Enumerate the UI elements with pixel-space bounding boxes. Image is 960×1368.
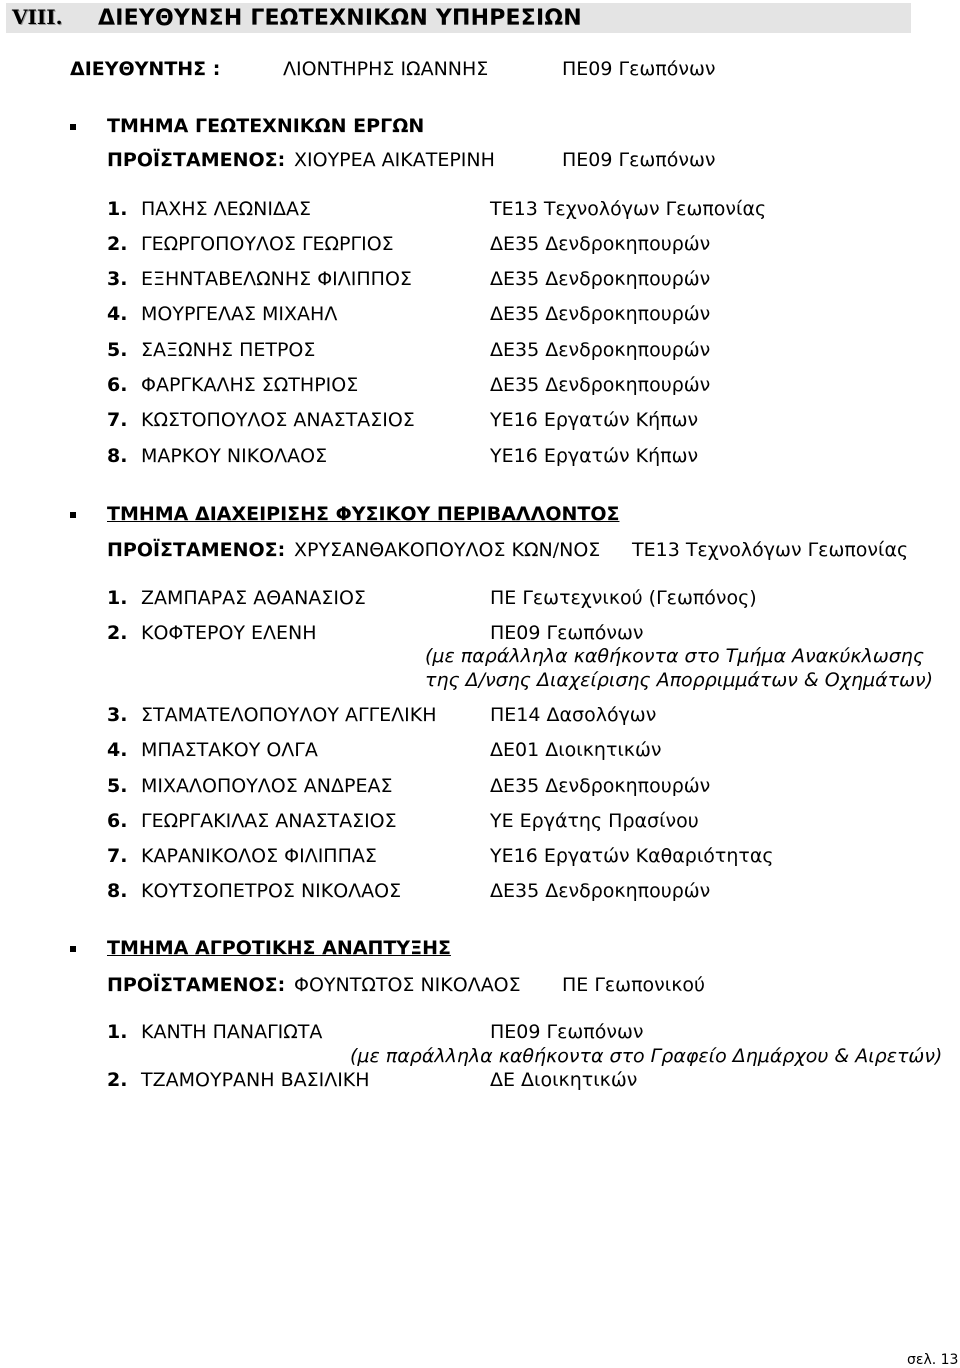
head-role: ΤΕ13 Τεχνολόγων Γεωπονίας bbox=[632, 539, 909, 561]
bullet-icon bbox=[70, 512, 76, 518]
staff-role: ΔΕ35 Δενδροκηπουρών bbox=[490, 775, 711, 797]
staff-name: ΣΤΑΜΑΤΕΛΟΠΟΥΛΟΥ ΑΓΓΕΛΙΚΗ bbox=[141, 704, 437, 726]
staff-num: 8. bbox=[107, 880, 128, 902]
staff-name: ΓΕΩΡΓΟΠΟΥΛΟΣ ΓΕΩΡΓΙΟΣ bbox=[141, 233, 394, 255]
staff-name: ΤΖΑΜΟΥΡΑΝΗ ΒΑΣΙΛΙΚΗ bbox=[141, 1069, 370, 1091]
staff-num: 5. bbox=[107, 339, 128, 361]
head-name: ΧΙΟΥΡΕΑ ΑΙΚΑΤΕΡΙΝΗ bbox=[294, 149, 495, 171]
staff-num: 7. bbox=[107, 409, 128, 431]
director-name: ΛΙΟΝΤΗΡΗΣ ΙΩΑΝΝΗΣ bbox=[283, 58, 489, 80]
staff-name: ΣΑΞΩΝΗΣ ΠΕΤΡΟΣ bbox=[141, 339, 316, 361]
staff-name: ΜΟΥΡΓΕΛΑΣ ΜΙΧΑΗΛ bbox=[141, 303, 338, 325]
staff-num: 2. bbox=[107, 233, 128, 255]
staff-role: ΥΕ16 Εργατών Καθαριότητας bbox=[490, 845, 774, 867]
staff-note: (με παράλληλα καθήκοντα στο Γραφείο Δημάρχου & Αιρετών) bbox=[350, 1045, 943, 1067]
staff-role: ΔΕ35 Δενδροκηπουρών bbox=[490, 880, 711, 902]
staff-num: 7. bbox=[107, 845, 128, 867]
staff-name: ΜΙΧΑΛΟΠΟΥΛΟΣ ΑΝΔΡΕΑΣ bbox=[141, 775, 393, 797]
staff-role: ΔΕ01 Διοικητικών bbox=[490, 739, 662, 761]
staff-name: ΕΞΗΝΤΑΒΕΛΩΝΗΣ ΦΙΛΙΠΠΟΣ bbox=[141, 268, 412, 290]
staff-name: ΜΑΡΚΟΥ ΝΙΚΟΛΑΟΣ bbox=[141, 445, 328, 467]
staff-name: ΚΟΦΤΕΡΟΥ ΕΛΕΝΗ bbox=[141, 622, 317, 644]
staff-role: ΥΕ16 Εργατών Κήπων bbox=[490, 445, 699, 467]
staff-role: ΥΕ Εργάτης Πρασίνου bbox=[490, 810, 699, 832]
staff-note: της Δ/νσης Διαχείρισης Απορριμμάτων & Οχημάτων) bbox=[425, 669, 934, 691]
bullet-icon bbox=[70, 124, 76, 130]
staff-role: ΔΕ35 Δενδροκηπουρών bbox=[490, 303, 711, 325]
staff-role: ΔΕ35 Δενδροκηπουρών bbox=[490, 339, 711, 361]
staff-role: ΔΕ35 Δενδροκηπουρών bbox=[490, 374, 711, 396]
staff-num: 4. bbox=[107, 739, 128, 761]
staff-name: ΚΑΡΑΝΙΚΟΛΟΣ ΦΙΛΙΠΠΑΣ bbox=[141, 845, 377, 867]
staff-role: ΠΕ14 Δασολόγων bbox=[490, 704, 657, 726]
staff-role: ΠΕ Γεωτεχνικού (Γεωπόνος) bbox=[490, 587, 757, 609]
staff-name: ΚΑΝΤΗ ΠΑΝΑΓΙΩΤΑ bbox=[141, 1021, 323, 1043]
section-title: ΤΜΗΜΑ ΓΕΩΤΕΧΝΙΚΩΝ ΕΡΓΩΝ bbox=[107, 115, 425, 137]
staff-role: ΥΕ16 Εργατών Κήπων bbox=[490, 409, 699, 431]
staff-name: ΦΑΡΓΚΑΛΗΣ ΣΩΤΗΡΙΟΣ bbox=[141, 374, 359, 396]
staff-name: ΚΟΥΤΣΟΠΕΤΡΟΣ ΝΙΚΟΛΑΟΣ bbox=[141, 880, 402, 902]
staff-role: ΔΕ35 Δενδροκηπουρών bbox=[490, 233, 711, 255]
staff-num: 1. bbox=[107, 198, 128, 220]
staff-role: ΠΕ09 Γεωπόνων bbox=[490, 622, 644, 644]
director-role: ΠΕ09 Γεωπόνων bbox=[562, 58, 716, 80]
staff-role: ΤΕ13 Τεχνολόγων Γεωπονίας bbox=[490, 198, 767, 220]
staff-num: 3. bbox=[107, 704, 128, 726]
page-title: ΔΙΕΥΘΥΝΣΗ ΓΕΩΤΕΧΝΙΚΩΝ ΥΠΗΡΕΣΙΩΝ bbox=[98, 6, 582, 31]
staff-name: ΠΑΧΗΣ ΛΕΩΝΙΔΑΣ bbox=[141, 198, 311, 220]
head-name: ΦΟΥΝΤΩΤΟΣ ΝΙΚΟΛΑΟΣ bbox=[294, 974, 521, 996]
page-header-band bbox=[6, 3, 911, 33]
bullet-icon bbox=[70, 946, 76, 952]
staff-name: ΓΕΩΡΓΑΚΙΛΑΣ ΑΝΑΣΤΑΣΙΟΣ bbox=[141, 810, 397, 832]
head-role: ΠΕ09 Γεωπόνων bbox=[562, 149, 716, 171]
staff-num: 8. bbox=[107, 445, 128, 467]
staff-name: ΜΠΑΣΤΑΚΟΥ ΟΛΓΑ bbox=[141, 739, 318, 761]
staff-num: 1. bbox=[107, 587, 128, 609]
staff-note: (με παράλληλα καθήκοντα στο Τμήμα Ανακύκλωσης bbox=[425, 645, 924, 667]
page-number: σελ. 13 bbox=[907, 1352, 959, 1368]
staff-num: 5. bbox=[107, 775, 128, 797]
staff-num: 2. bbox=[107, 1069, 128, 1091]
staff-name: ΖΑΜΠΑΡΑΣ ΑΘΑΝΑΣΙΟΣ bbox=[141, 587, 366, 609]
section-title: ΤΜΗΜΑ ΔΙΑΧΕΙΡΙΣΗΣ ΦΥΣΙΚΟΥ ΠΕΡΙΒΑΛΛΟΝΤΟΣ bbox=[107, 503, 620, 525]
staff-num: 2. bbox=[107, 622, 128, 644]
chapter-number: VIII. bbox=[12, 5, 63, 29]
head-name: ΧΡΥΣΑΝΘΑΚΟΠΟΥΛΟΣ ΚΩΝ/ΝΟΣ bbox=[294, 539, 601, 561]
staff-role: ΠΕ09 Γεωπόνων bbox=[490, 1021, 644, 1043]
staff-role: ΔΕ35 Δενδροκηπουρών bbox=[490, 268, 711, 290]
head-label: ΠΡΟΪΣΤΑΜΕΝΟΣ: bbox=[107, 149, 286, 171]
staff-num: 1. bbox=[107, 1021, 128, 1043]
staff-num: 4. bbox=[107, 303, 128, 325]
staff-num: 6. bbox=[107, 374, 128, 396]
staff-name: ΚΩΣΤΟΠΟΥΛΟΣ ΑΝΑΣΤΑΣΙΟΣ bbox=[141, 409, 415, 431]
staff-num: 3. bbox=[107, 268, 128, 290]
head-label: ΠΡΟΪΣΤΑΜΕΝΟΣ: bbox=[107, 539, 286, 561]
section-title: ΤΜΗΜΑ ΑΓΡΟΤΙΚΗΣ ΑΝΑΠΤΥΞΗΣ bbox=[107, 937, 451, 959]
head-role: ΠΕ Γεωπονικού bbox=[562, 974, 706, 996]
director-label: ΔΙΕΥΘΥΝΤΗΣ : bbox=[70, 58, 221, 80]
staff-num: 6. bbox=[107, 810, 128, 832]
staff-role: ΔΕ Διοικητικών bbox=[490, 1069, 638, 1091]
head-label: ΠΡΟΪΣΤΑΜΕΝΟΣ: bbox=[107, 974, 286, 996]
